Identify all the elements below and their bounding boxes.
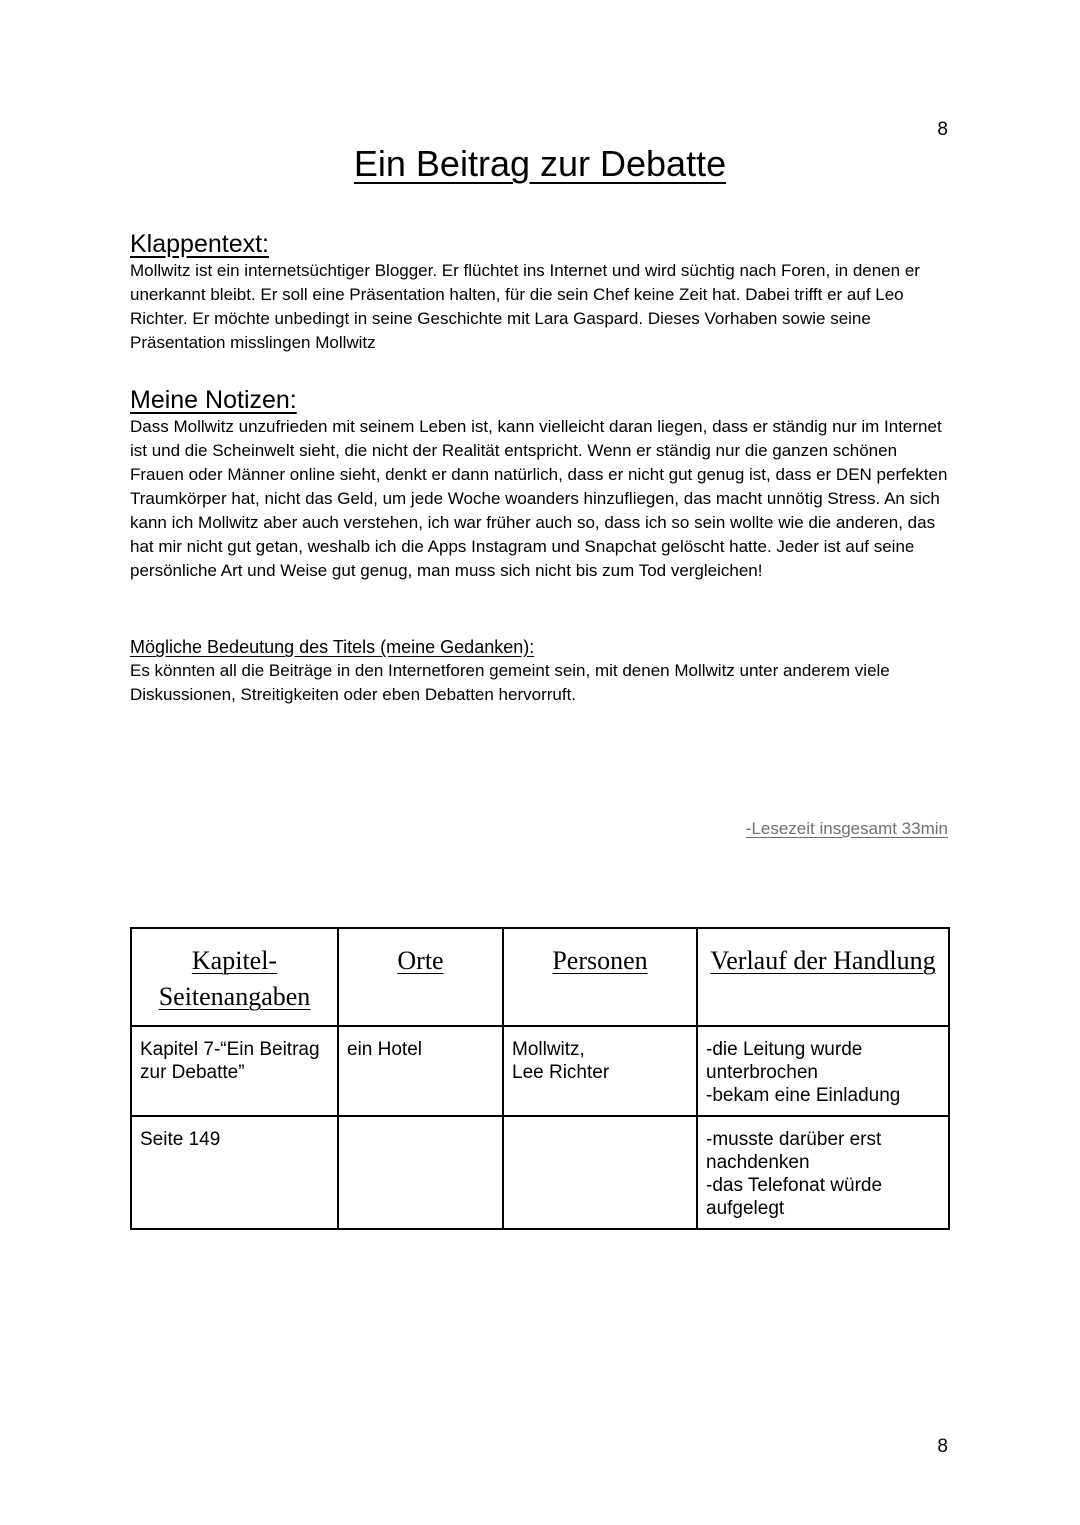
cell-kapitel: Kapitel 7-“Ein Beitrag zur Debatte” xyxy=(131,1026,338,1116)
header-kapitel xyxy=(131,928,338,1026)
notizen-text: Dass Mollwitz unzufrieden mit seinem Leben ist, kann vielleicht daran liegen, dass er ständig nur im Internet ist und die Scheinwelt sieht, die nicht der Realität entspricht. Wenn er ständig nur die ganzen schönen Frauen oder Männer online sieht, denkt er dann natürlich, dass er nicht gut genug ist, dass er DEN perfekten Traumkörper hat, nicht das Geld, um jede Woche woanders hinzufliegen, das macht unnötig Stress. An sich kann ich Mollwitz aber auch verstehen, ich war früher auch so, dass ich so sein wollte wie die anderen, das hat mir nicht gut getan, weshalb ich die Apps Instagram und Snapchat gelöscht hatte. Jeder ist auf seine persönliche Art und Weise gut genug, man muss sich nicht bis zum Tod vergleichen! xyxy=(130,417,948,580)
cell-verlauf-line: -das Telefonat würde aufgelegt xyxy=(706,1175,883,1219)
reading-time-note: -Lesezeit insgesamt 33min xyxy=(745,819,948,838)
chapter-overview-table xyxy=(130,927,950,1230)
header-personen: Personen xyxy=(503,928,697,1026)
klappentext-section xyxy=(130,229,950,355)
page-title: Ein Beitrag zur Debatte xyxy=(353,143,727,184)
cell-verlauf xyxy=(697,1026,949,1116)
cell-verlauf-line: -musste darüber erst nachdenken xyxy=(706,1129,882,1173)
page-number-bottom: 8 xyxy=(937,1436,948,1457)
cell-verlauf xyxy=(697,1116,949,1229)
cell-verlauf-line: -die Leitung wurde unterbrochen xyxy=(706,1039,863,1083)
table-row xyxy=(131,1116,949,1229)
cell-personen-line: Lee Richter xyxy=(512,1062,610,1083)
cell-orte xyxy=(338,1116,503,1229)
cell-personen xyxy=(503,1026,697,1116)
klappentext-text: Mollwitz ist ein internetsüchtiger Blogger. Er flüchtet ins Internet und wird süchtig nach Foren, in denen er unerkannt bleibt. Er soll eine Präsentation halten, für die sein Chef keine Zeit hat. Dabei trifft er auf Leo Richter. Er möchte unbedingt in seine Geschichte mit Lara Gaspard. Dieses Vorhaben sowie seine Präsentation misslingen Mollwitz xyxy=(130,261,920,352)
header-verlauf: Verlauf der Handlung xyxy=(697,928,949,1026)
klappentext-heading: Klappentext: xyxy=(130,230,269,258)
cell-personen-line: Mollwitz, xyxy=(512,1039,585,1060)
header-kapitel-line1: Kapitel- xyxy=(191,946,278,975)
page-number-top: 8 xyxy=(937,119,948,140)
cell-orte: ein Hotel xyxy=(338,1026,503,1116)
titel-bedeutung-section xyxy=(130,635,950,707)
header-kapitel-line2: Seitenangaben xyxy=(158,982,311,1011)
cell-personen xyxy=(503,1116,697,1229)
notizen-heading: Meine Notizen: xyxy=(130,386,297,414)
header-orte: Orte xyxy=(338,928,503,1026)
cell-kapitel: Seite 149 xyxy=(131,1116,338,1229)
cell-verlauf-line: -bekam eine Einladung xyxy=(706,1085,901,1106)
notizen-section xyxy=(130,385,950,583)
titel-bedeutung-heading: Mögliche Bedeutung des Titels (meine Gedanken): xyxy=(130,637,535,657)
table-header-row xyxy=(131,928,949,1026)
table-row xyxy=(131,1026,949,1116)
titel-bedeutung-text: Es könnten all die Beiträge in den Internetforen gemeint sein, mit denen Mollwitz unter anderem viele Diskussionen, Streitigkeiten oder eben Debatten hervorruft. xyxy=(130,661,890,704)
